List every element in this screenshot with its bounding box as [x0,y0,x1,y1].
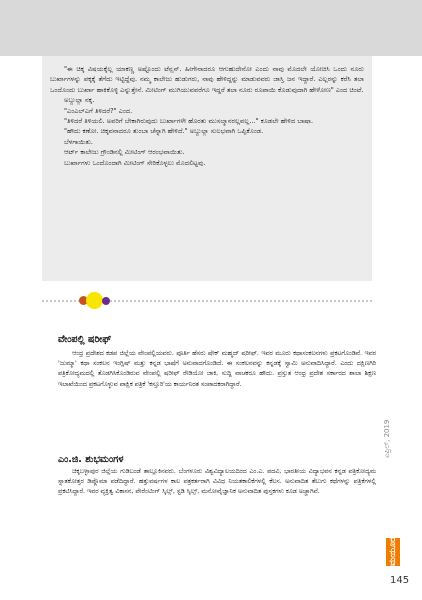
story-paragraph: ಬೆಳಗಾಯಿತು. [64,137,94,146]
bio-title-vempalli-sharif: ವೇಂಪಲ್ಲಿ ಷರೀಫ್ [58,334,112,345]
issue-date: ಏಪ್ರಿಲ್, 2019 [383,419,391,458]
story-paragraph: "ತಿಳಿದರೆ ತಿಳಿಯಲಿ. ಅವರಿಗೆ ಬೇಕಾಗಿರುವುದು ಬುರ್ಖಾಗಳೇ ಹೊರತು ಮುಸಲ್ಮಾನರಲ್ಲವಲ್ಲ..." ಕೂಡಲೇ ಹೇಳಿದ ಬಾಷಾ. [64,117,314,126]
bio-text-vempalli-sharif [58,349,376,390]
magazine-logo-text: ಮಯೂರ [388,537,398,566]
bio-paragraph: ಆಂಧ್ರ ಪ್ರದೇಶದ ಕಡಪ ಜಿಲ್ಲೆಯ ವೇಂಪಲ್ಲಿಯವರು. ಪೂರ್ತಿ ಹೆಸರು ಷೇಕ್ ಮಹ್ಮದ್ ಷರೀಫ್. ಇವರ ಮೂರು ಕಥಾಸಂಕಲನಗಳು ಪ್ರಕಟಗೊಂಡಿವೆ. ಇವರ 'ಜುಮ್ಮಾ' ಕಥಾ ಸಂಕಲನ ಇಂಗ್ಲಿಷ್ ಮತ್ತು ಕನ್ನಡ ಭಾಷೆಗೆ ಅನುವಾದಗೊಂಡಿದೆ. ಈ ಸಂಕಲನವನ್ನು ಕನ್ನಡಕ್ಕೆ ಸ್ವಾಮಿ ಅನುವಾದಿಸಿದ್ದಾರೆ. ಎಂದು ದಕ್ಷಿಣಗಿರಿ ಪತ್ರಿಕೋದ್ಯಮದಲ್ಲಿ ತೊಡಗಿಸಿಕೊಂಡಿರುವ ವೇಂಪಲ್ಲಿ ಷರೀಫ್ ರೇಡಿಯೋ ಜಾಕಿ, ಸುದ್ದಿ ವಾಚಕರೂ ಹೌದು. ಪ್ರಸ್ತುತ ಆಂಧ್ರ ಪ್ರದೇಶ ಸರ್ಕಾರದ ಶಾಲಾ ಶಿಕ್ಷಣ ಇಲಾಖೆಯಿಂದ ಪ್ರಕಟಗೊಳ್ಳುವ ಪಾಕ್ಷಿಕ ಪತ್ರಿಕೆ 'ಕಸ್ತೂರಿ'ಯ ಕಾರ್ಯನಿರತ ಸಂಪಾದಕರಾಗಿದ್ದಾರೆ. [58,350,376,388]
story-paragraph: "ಹೌದು ಕಣೋ. ಚಿಕ್ಕವನಾದರೂ ತುಂಬಾ ಚೆನ್ನಾಗಿ ಹೇಳಿದೆ." ಅಬ್ದುಲ್ಲಾ ಸುಲಭವಾಗಿ ಒಪ್ಪಿಕೊಂಡ. [64,127,264,136]
purple-dot-ornament [102,297,110,305]
bio-text-shubhamangala [58,467,376,498]
story-box [42,56,372,281]
story-paragraph: ಬುರ್ಖಾಗಳು ಒಂದೊಂದಾಗಿ ಮೀಟಿಂಗ್ ಸೇರಿಕೊಳ್ಳಲು ಮೊದಲಿಟ್ಟವು. [64,158,206,167]
story-text [50,64,364,168]
magazine-logo [386,538,400,566]
bio-paragraph: ಚಿಕ್ಕಬಳ್ಳಾಪುರ ಜಿಲ್ಲೆಯ ಗುಡಿಬಂಡೆ ತಾಲ್ಲೂಕಿನವರು. ಬೆಂಗಳೂರು ವಿಶ್ವವಿದ್ಯಾಲಯದಿಂದ ಎಂ.ಎ. ಪದವಿ, ಭಾರತೀಯ ವಿದ್ಯಾಭವನ ಕನ್ನಡ ಪತ್ರಿಕೋದ್ಯಮ ಸ್ನಾತಕೋತ್ತರ ಡಿಪ್ಲೊಮಾ ಪಡೆದಿದ್ದಾರೆ. ಹತ್ತುವರ್ಷಗಳ ಕಾಲ ಪತ್ರಕರ್ತರಾಗಿ ವಿವಿಧ ನಿಯತಕಾಲಿಕೆಗಳಲ್ಲಿ ಕೆಲಸ. ಅನುವಾದಿತ ತೆಲುಗು ಕಥೆಗಳನ್ನು ಪತ್ರಿಕೆಗಳಲ್ಲಿ ಪ್ರಕಟಿಸಿದ್ದಾರೆ. ಇವರ ವ್ಯಕ್ತಿತ್ವ ವಿಕಾಸನ, ಪೇರೆಂಟಿಂಗ್ ಸ್ಕಿಲ್ಸ್, ಸ್ಟಡಿ ಸ್ಕಿಲ್ಸ್, ಮನೋವೈಜ್ಞಾನಿಕ ಅನುವಾದಿತ ಪುಸ್ತಕಗಳು ಕೂಡ ಅಚ್ಚಾಗಿವೆ. [58,468,376,496]
story-paragraph: ಅಬ್ದುಲ್ಲಾ ನಕ್ಕ. [64,96,95,105]
story-paragraph: "ಈ ಚಿಕ್ಕ ವಿಷಯಕ್ಕೆಲ್ಲ ಯಾಕಣ್ಣ ಅಷ್ಟೊಂದು ಟೆನ್ಷನ್. ಹೀಗೇನಾದರೂ ಆಗುಹುದೇನೋ ಎಂದು ನಾವು ಮೊದಲೇ ಯೋಚಿಸಿ ಒಂದು ನೂರು ಬುರ್ಖಾಗಳನ್ನು ಪಕ್ಕಕ್ಕೆ ತೆಗೆದು ಇಟ್ಟಿದ್ದೆವು. ನಮ್ಮ ಕಾಲೇಜು ಹುಡುಗರು, ನಾವು ಹೇಳಿದ್ದನ್ನು ಮಾಡುವವರು ಜಾಸ್ತಿ ಜನ ಇದ್ದಾರೆ. ಎಲ್ಲರನ್ನು ಕರೆಸಿ ತಲಾ ಒಂದೊಂದು ಬುರ್ಖಾ ಹಾಕಿಕೊಳ್ಳಿ ಎನ್ನುತ್ತೇನೆ. ಮೀಟಿಂಗ್ ಮುಗಿಯುವವರೆಗೂ ಇದ್ದರೆ ತಲಾ ನೂರು ರೂಪಾಯಿ ಕೊಡುವುದಾಗಿ ಹೇಳೋಣ" ಎಂದ ಚಿಂಟೆ. [50,65,364,94]
yellow-dot-ornament [86,292,103,309]
top-band [0,0,422,56]
story-paragraph: ಆರ್ಟ್ ಕಾಲೇಜು ಗ್ರೌಂಡಿನಲ್ಲಿ ಮೀಟಿಂಗ್ ಆರಂಭವಾಯಿತು. [64,148,185,157]
story-paragraph: "ಎಂಎಲ್ಎಗೆ ತಿಳಿದರೆ?" ಎಂದ. [64,106,133,115]
page-number: 145 [390,575,410,586]
bio-title-shubhamangala: ಎಂ.ಜಿ. ಶುಭಮಂಗಳ [58,454,124,465]
